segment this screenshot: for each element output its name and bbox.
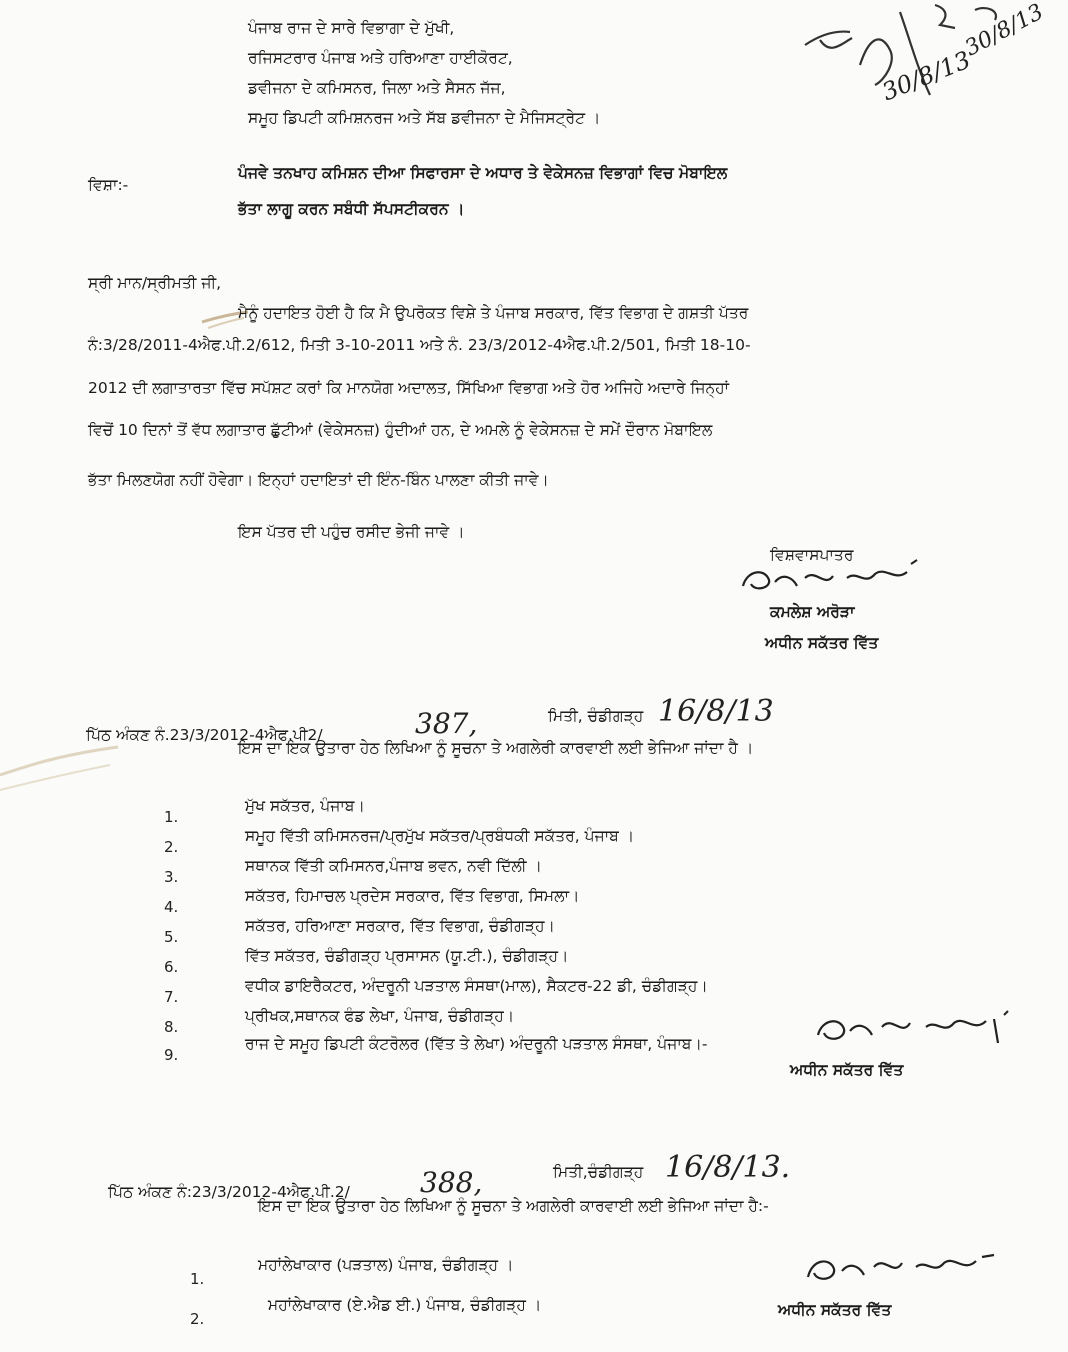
paper-stain-2 (0, 735, 120, 809)
e1-item-number-8: 8. (164, 1018, 179, 1036)
addressee-3: ਡਵੀਜਨਾ ਦੇ ਕਮਿਸਨਰ, ਜਿਲਾ ਅਤੇ ਸੈਸਨ ਜੱਜ, (248, 79, 506, 97)
body-line-3: 2012 ਦੀ ਲਗਾਤਾਰਤਾ ਵਿੱਚ ਸਪੱਸ਼ਟ ਕਰਾਂ ਕਿ ਮਾਨਯੋਗ ਅਦਾਲਤ, ਸਿੱਖਿਆ ਵਿਭਾਗ ਅਤੇ ਹੋਰ ਅਜਿਹੇ ਅਦਾਰੇ ਜਿਨ੍ਹਾਂ (88, 379, 730, 397)
corner-handwritten-annotation (790, 0, 1060, 120)
salutation: ਸ੍ਰੀ ਮਾਨ/ਸ੍ਰੀਮਤੀ ਜੀ, (88, 274, 222, 292)
endorsement1-date-label: ਮਿਤੀ, ਚੰਡੀਗੜ੍ਹ (548, 707, 644, 725)
e1-item-text-6: ਵਿੱਤ ਸਕੱਤਰ, ਚੰਡੀਗੜ੍ਹ ਪ੍ਰਸਾਸਨ (ਯੂ.ਟੀ.), ਚੰਡੀਗੜ੍ਹ। (245, 947, 569, 965)
e1-item-number-9: 9. (164, 1046, 179, 1064)
subject-line-2: ਭੱਤਾ ਲਾਗੂ ਕਰਨ ਸਬੰਧੀ ਸੱਪਸਟੀਕਰਨ । (238, 200, 465, 218)
e1-item-text-3: ਸਥਾਨਕ ਵਿੱਤੀ ਕਮਿਸਨਰ,ਪੰਜਾਬ ਭਵਨ, ਨਵੀ ਦਿੱਲੀ । (245, 857, 542, 875)
e1-item-number-7: 7. (164, 988, 179, 1006)
body-line-5: ਭੱਤਾ ਮਿਲਣਯੋਗ ਨਹੀਂ ਹੋਵੇਗਾ। ਇਨ੍ਹਾਂ ਹਦਾਇਤਾਂ ਦੀ ਇੰਨ-ਬਿੰਨ ਪਾਲਣਾ ਕੀਤੀ ਜਾਵੇ। (88, 471, 549, 489)
e1-item-text-9: ਰਾਜ ਦੇ ਸਮੂਹ ਡਿਪਟੀ ਕੰਟਰੋਲਰ (ਵਿੱਤ ਤੇ ਲੇਖਾ) ਅੰਦਰੂਨੀ ਪੜਤਾਲ ਸੰਸਥਾ, ਪੰਜਾਬ।- (245, 1035, 708, 1053)
endorsement1-ref: ਪਿੱਠ ਅੰਕਣ ਨੰ.23/3/2012-4ਐਫ.ਪੀ2/ (86, 726, 323, 744)
e1-item-text-4: ਸਕੱਤਰ, ਹਿਮਾਚਲ ਪ੍ਰਦੇਸ ਸਰਕਾਰ, ਵਿੱਤ ਵਿਭਾਗ, ਸਿਮਲਾ। (245, 887, 580, 905)
signature-2 (808, 1005, 1018, 1055)
endorsement2-date-label: ਮਿਤੀ,ਚੰਡੀਗੜ੍ਹ (553, 1163, 644, 1181)
endorsement1-number-handwritten: 387, (415, 707, 478, 740)
e2-item-number-1: 1. (190, 1270, 205, 1288)
body-line-4: ਵਿਚੋਂ 10 ਦਿਨਾਂ ਤੋਂ ਵੱਧ ਲਗਾਤਾਰ ਛੁੱਟੀਆਂ (ਵੇਕੇਸਨਜ਼) ਹੁੰਦੀਆਂ ਹਨ, ਦੇ ਅਮਲੇ ਨੂੰ ਵੇਕੇਸਨਜ਼ ਦੇ ਸਮੇਂ ਦੌਰਾਨ ਮੋਬਾਇਲ (88, 421, 713, 439)
corner-date-handwritten-2: 30/8/13 (961, 0, 1048, 62)
receipt-request: ਇਸ ਪੱਤਰ ਦੀ ਪਹੁੰਚ ਰਸੀਦ ਭੇਜੀ ਜਾਵੇ । (238, 523, 465, 541)
e1-item-number-6: 6. (164, 958, 179, 976)
e1-item-text-5: ਸਕੱਤਰ, ਹਰਿਆਣਾ ਸਰਕਾਰ, ਵਿੱਤ ਵਿਭਾਗ, ਚੰਡੀਗੜ੍ਹ। (245, 917, 555, 935)
addressee-2: ਰਜਿਸਟਰਾਰ ਪੰਜਾਬ ਅਤੇ ਹਰਿਆਣਾ ਹਾਈਕੋਰਟ, (248, 49, 513, 67)
signature-3 (798, 1245, 998, 1295)
body-line-1: ਮੈਨੂੰ ਹਦਾਇਤ ਹੋਈ ਹੈ ਕਿ ਮੈ ਉਪਰੋਕਤ ਵਿਸ਼ੇ ਤੇ ਪੰਜਾਬ ਸਰਕਾਰ, ਵਿੱਤ ਵਿਭਾਗ ਦੇ ਗਸ਼ਤੀ ਪੱਤਰ (238, 304, 749, 322)
e1-item-text-8: ਪ੍ਰੀਖਕ,ਸਥਾਨਕ ਫੰਡ ਲੇਖਾ, ਪੰਜਾਬ, ਚੰਡੀਗੜ੍ਹ। (245, 1007, 515, 1025)
endorsement2-designation: ਅਧੀਨ ਸਕੱਤਰ ਵਿੱਤ (778, 1301, 892, 1319)
e1-item-number-1: 1. (164, 808, 179, 826)
e1-item-number-2: 2. (164, 838, 179, 856)
endorsement2-date-handwritten: 16/8/13. (665, 1150, 791, 1185)
endorsement1-designation: ਅਧੀਨ ਸਕੱਤਰ ਵਿੱਤ (790, 1061, 904, 1079)
e2-item-text-2: ਮਹਾਂਲੇਖਾਕਾਰ (ਏ.ਐਡ ਈ.) ਪੰਜਾਬ, ਚੰਡੀਗੜ੍ਹ । (268, 1296, 542, 1314)
corner-date-handwritten: 30/8/13 (878, 45, 975, 107)
e1-item-number-3: 3. (164, 868, 179, 886)
e1-item-text-1: ਮੁੱਖ ਸਕੱਤਰ, ਪੰਜਾਬ। (245, 797, 365, 815)
signature-1 (735, 558, 925, 600)
endorsement2-intro: ਇਸ ਦਾ ਇਕ ਉਤਾਰਾ ਹੇਠ ਲਿਖਿਆ ਨੂੰ ਸੂਚਨਾ ਤੇ ਅਗਲੇਰੀ ਕਾਰਵਾਈ ਲਈ ਭੇਜਿਆ ਜਾਂਦਾ ਹੈ:- (258, 1197, 769, 1215)
addressee-4: ਸਮੂਹ ਡਿਪਟੀ ਕਮਿਸ਼ਨਰਜ ਅਤੇ ਸੱਬ ਡਵੀਜਨਾ ਦੇ ਮੈਜਿਸਟ੍ਰੇਟ । (248, 109, 601, 127)
endorsement1-date-handwritten: 16/8/13 (658, 694, 774, 729)
addressee-1: ਪੰਜਾਬ ਰਾਜ ਦੇ ਸਾਰੇ ਵਿਭਾਗਾ ਦੇ ਮੁੱਖੀ, (248, 19, 455, 37)
e1-item-number-4: 4. (164, 898, 179, 916)
closing-yours-faithfully: ਵਿਸ਼ਵਾਸਪਾਤਰ (770, 546, 854, 564)
e1-item-text-2: ਸਮੂਹ ਵਿੱਤੀ ਕਮਿਸਨਰਜ/ਪ੍ਰਮੁੱਖ ਸਕੱਤਰ/ਪ੍ਰਬੰਧਕੀ ਸਕੱਤਰ, ਪੰਜਾਬ । (245, 827, 635, 845)
endorsement2-ref: ਪਿੱਠ ਅੰਕਣ ਨੰ:23/3/2012-4ਐਫ.ਪੀ.2/ (108, 1183, 350, 1201)
subject-line-1: ਪੰਜਵੇ ਤਨਖਾਹ ਕਮਿਸ਼ਨ ਦੀਆ ਸਿਫਾਰਸਾ ਦੇ ਅਧਾਰ ਤੇ ਵੇਕੇਸਨਜ਼ ਵਿਭਾਗਾਂ ਵਿਚ ਮੋਬਾਇਲ (238, 164, 728, 182)
endorsement1-intro: ਇਸ ਦਾ ਇਕ ਉਤਾਰਾ ਹੇਠ ਲਿਖਿਆ ਨੂੰ ਸੂਚਨਾ ਤੇ ਅਗਲੇਰੀ ਕਾਰਵਾਈ ਲਈ ਭੇਜਿਆ ਜਾਂਦਾ ਹੈ । (238, 739, 754, 757)
closing-designation: ਅਧੀਨ ਸਕੱਤਰ ਵਿੱਤ (765, 634, 879, 652)
subject-label: ਵਿਸ਼ਾ:- (88, 176, 129, 194)
body-line-2: ਨੰ:3/28/2011-4ਐਫ.ਪੀ.2/612, ਮਿਤੀ 3-10-2011 ਅਤੇ ਨੰ. 23/3/2012-4ਐਫ.ਪੀ.2/501, ਮਿਤੀ 18-10- (88, 336, 751, 354)
e2-item-text-1: ਮਹਾਂਲੇਖਾਕਾਰ (ਪੜਤਾਲ) ਪੰਜਾਬ, ਚੰਡੀਗੜ੍ਹ । (258, 1256, 514, 1274)
e2-item-number-2: 2. (190, 1310, 205, 1328)
closing-name: ਕਮਲੇਸ਼ ਅਰੋੜਾ (770, 603, 855, 621)
endorsement2-number-handwritten: 388, (420, 1166, 483, 1199)
e1-item-text-7: ਵਧੀਕ ਡਾਇਰੈਕਟਰ, ਅੰਦਰੂਨੀ ਪੜਤਾਲ ਸੰਸਥਾ(ਮਾਲ), ਸੈਕਟਰ-22 ਡੀ, ਚੰਡੀਗੜ੍ਹ। (245, 977, 708, 995)
e1-item-number-5: 5. (164, 928, 179, 946)
